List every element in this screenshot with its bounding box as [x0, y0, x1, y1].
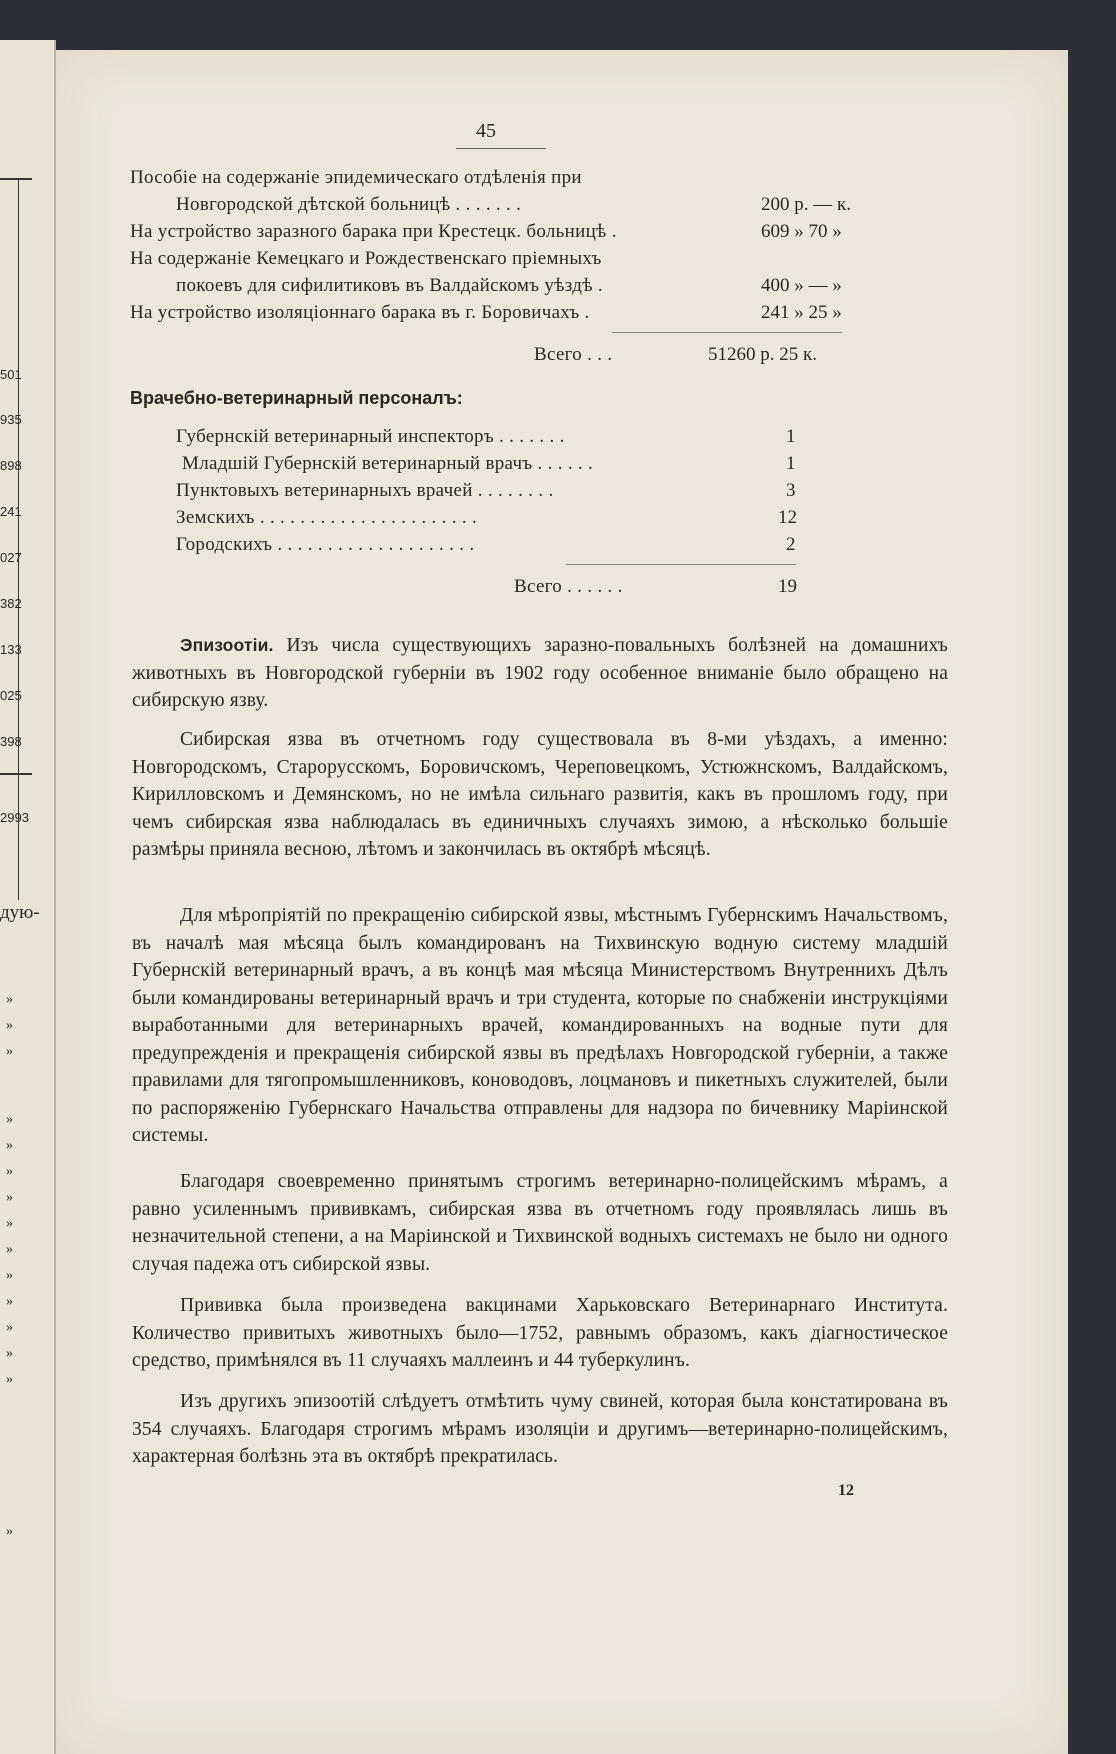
vet-staff-count: 1 — [786, 426, 796, 447]
facing-page-number: 025 — [0, 688, 22, 703]
total-rule — [612, 332, 842, 333]
vet-total-count: 19 — [778, 576, 797, 597]
paragraph: Сибирская язва въ отчетномъ году существовала въ 8-ми уѣздахъ, а именно: Новгородскомъ, Старорусскомъ, Боровичскомъ, Череповецкомъ, Устюжнскомъ, Валдайскомъ, Кирилловскомъ и Демянскомъ, но не имѣла сильнаго развитія, какъ въ прошломъ году, при чемъ сибирская язва наблюдалась въ единичныхъ случаяхъ зимою, а нѣсколько большіе размѣры приняла весною, лѣтомъ и закончилась въ октябрѣ мѣсяцѣ. — [132, 729, 948, 860]
facing-page-column-line — [18, 180, 19, 900]
facing-page-quote: » — [6, 1216, 13, 1231]
facing-page-quote: » — [6, 1242, 13, 1257]
page-number-rule — [456, 148, 546, 149]
facing-page-quote: » — [6, 1018, 13, 1033]
vet-staff-label: Губернскій ветеринарный инспекторъ . . . . . . . — [176, 426, 565, 447]
facing-page-number: 501 — [0, 367, 22, 382]
vet-total-label: Всего . . . . . . — [514, 576, 623, 597]
vet-staff-label: Городскихъ . . . . . . . . . . . . . . . . . . . . — [176, 534, 475, 555]
vet-staff-count: 1 — [786, 453, 796, 474]
paragraph-text: Изъ числа существующихъ заразно-повальныхъ болѣзней на домашнихъ животныхъ въ Новгородской губерніи въ 1902 году особенное вниманіе было обращено на сибирскую язву. — [132, 635, 948, 711]
facing-page-quote: » — [6, 1294, 13, 1309]
facing-page-number: 027 — [0, 550, 22, 565]
facing-page-quote: » — [6, 1190, 13, 1205]
facing-page-number: 398 — [0, 734, 22, 749]
funding-total-label: Всего . . . — [534, 344, 613, 365]
facing-page-quote: » — [6, 1112, 13, 1127]
funding-line: покоевъ для сифилитиковъ въ Валдайскомъ уѣздѣ . — [176, 275, 603, 296]
vet-staff-count: 2 — [786, 534, 796, 555]
facing-page-quote: » — [6, 1044, 13, 1059]
vet-staff-label: Пунктовыхъ ветеринарныхъ врачей . . . . . . . . — [176, 480, 554, 501]
facing-page-quote: » — [6, 1138, 13, 1153]
facing-page-edge — [0, 40, 56, 1754]
funding-line: На содержаніе Кемецкаго и Рождественскаго пріемныхъ — [130, 248, 602, 269]
paragraph: Прививка была произведена вакцинами Харьковскаго Ветеринарнаго Института. Количество привитыхъ животныхъ было—1752, равнымъ образомъ, какъ діагностическое средство, примѣнялся въ 11 случаяхъ маллеинъ и 44 туберкулинъ. — [132, 1295, 948, 1371]
funding-line: Пособіе на содержаніе эпидемическаго отдѣленія при — [130, 167, 582, 188]
facing-page-number: 133 — [0, 642, 22, 657]
facing-page-quote: » — [6, 992, 13, 1007]
total-rule — [566, 564, 796, 565]
facing-page-quote: » — [6, 1320, 13, 1335]
vet-staff-count: 12 — [778, 507, 797, 528]
facing-page-number: 2993 — [0, 810, 29, 825]
paragraph-epizootics — [132, 632, 948, 715]
facing-page-word: дую- — [0, 902, 40, 923]
sheet-mark: 12 — [838, 1482, 854, 1499]
facing-page-quote: » — [6, 1346, 13, 1361]
funding-total-amount: 51260 р. 25 к. — [708, 344, 817, 365]
funding-amount: 400 » — » — [761, 275, 842, 296]
document-page — [56, 50, 1068, 1754]
page-number: 45 — [476, 120, 496, 142]
facing-page-number: 935 — [0, 412, 22, 427]
run-in-heading: Эпизоотіи. — [180, 635, 274, 655]
funding-amount: 609 » 70 » — [761, 221, 842, 242]
facing-page-rule-top — [0, 178, 32, 180]
paragraph: Изъ другихъ эпизоотій слѣдуетъ отмѣтить чуму свиней, которая была констатирована въ 354 случаяхъ. Благодаря строгимъ мѣрамъ изоляціи и другимъ—ветеринарно-полицейскимъ, характерная болѣзнь эта въ октябрѣ прекратилась. — [132, 1391, 948, 1467]
facing-page-rule — [0, 773, 32, 775]
facing-page-quote: » — [6, 1268, 13, 1283]
funding-line: На устройство заразного барака при Крестецк. больницѣ . — [130, 221, 617, 242]
facing-page-number: 382 — [0, 596, 22, 611]
facing-page-quote: » — [6, 1164, 13, 1179]
funding-amount: 241 » 25 » — [761, 302, 842, 323]
facing-page-number: 241 — [0, 504, 22, 519]
vet-staff-count: 3 — [786, 480, 796, 501]
paragraph: Благодаря своевременно принятымъ строгимъ ветеринарно-полицейскимъ мѣрамъ, а равно усиленнымъ прививкамъ, сибирская язва въ отчетномъ году проявлялась лишь въ незначительной степени, а на Маріинской и Тихвинской водныхъ системахъ не было ни одного случая падежа отъ сибирской язвы. — [132, 1171, 948, 1275]
vet-staff-label: Младшій Губернскій ветеринарный врачъ . . . . . . — [182, 453, 594, 474]
paragraph: Для мѣропріятій по прекращенію сибирской язвы, мѣстнымъ Губернскимъ Начальствомъ, въ началѣ мая мѣсяца былъ командированъ на Тихвинскую водную систему младшій Губернскій ветеринарный врачъ, а въ концѣ мая мѣсяца Министерствомъ Внутреннихъ Дѣлъ были командированы ветеринарный врачъ и три студента, которые по снабженіи инструкціями выработанными для ветеринарныхъ врачей, командированныхъ на водные пути для предупрежденія и прекращенія сибирской язвы въ предѣлахъ Новгородской губерніи, а также правилами для тягопромышленниковъ, коноводовъ, лоцмановъ и пикетныхъ служителей, были по распоряженію Губернскаго Начальства отправлены для надзора по бичевнику Маріинской системы. — [132, 905, 948, 1146]
section-heading: Врачебно-ветеринарный персоналъ: — [130, 388, 463, 408]
facing-page-quote: » — [6, 1524, 13, 1539]
funding-line: Новгородской дѣтской больницѣ . . . . . . . — [176, 194, 522, 215]
facing-page-number: 898 — [0, 458, 22, 473]
funding-amount: 200 р. — к. — [761, 194, 851, 215]
funding-line: На устройство изоляціоннаго барака въ г. Боровичахъ . — [130, 302, 590, 323]
vet-staff-label: Земскихъ . . . . . . . . . . . . . . . . . . . . . . — [176, 507, 478, 528]
facing-page-quote: » — [6, 1372, 13, 1387]
